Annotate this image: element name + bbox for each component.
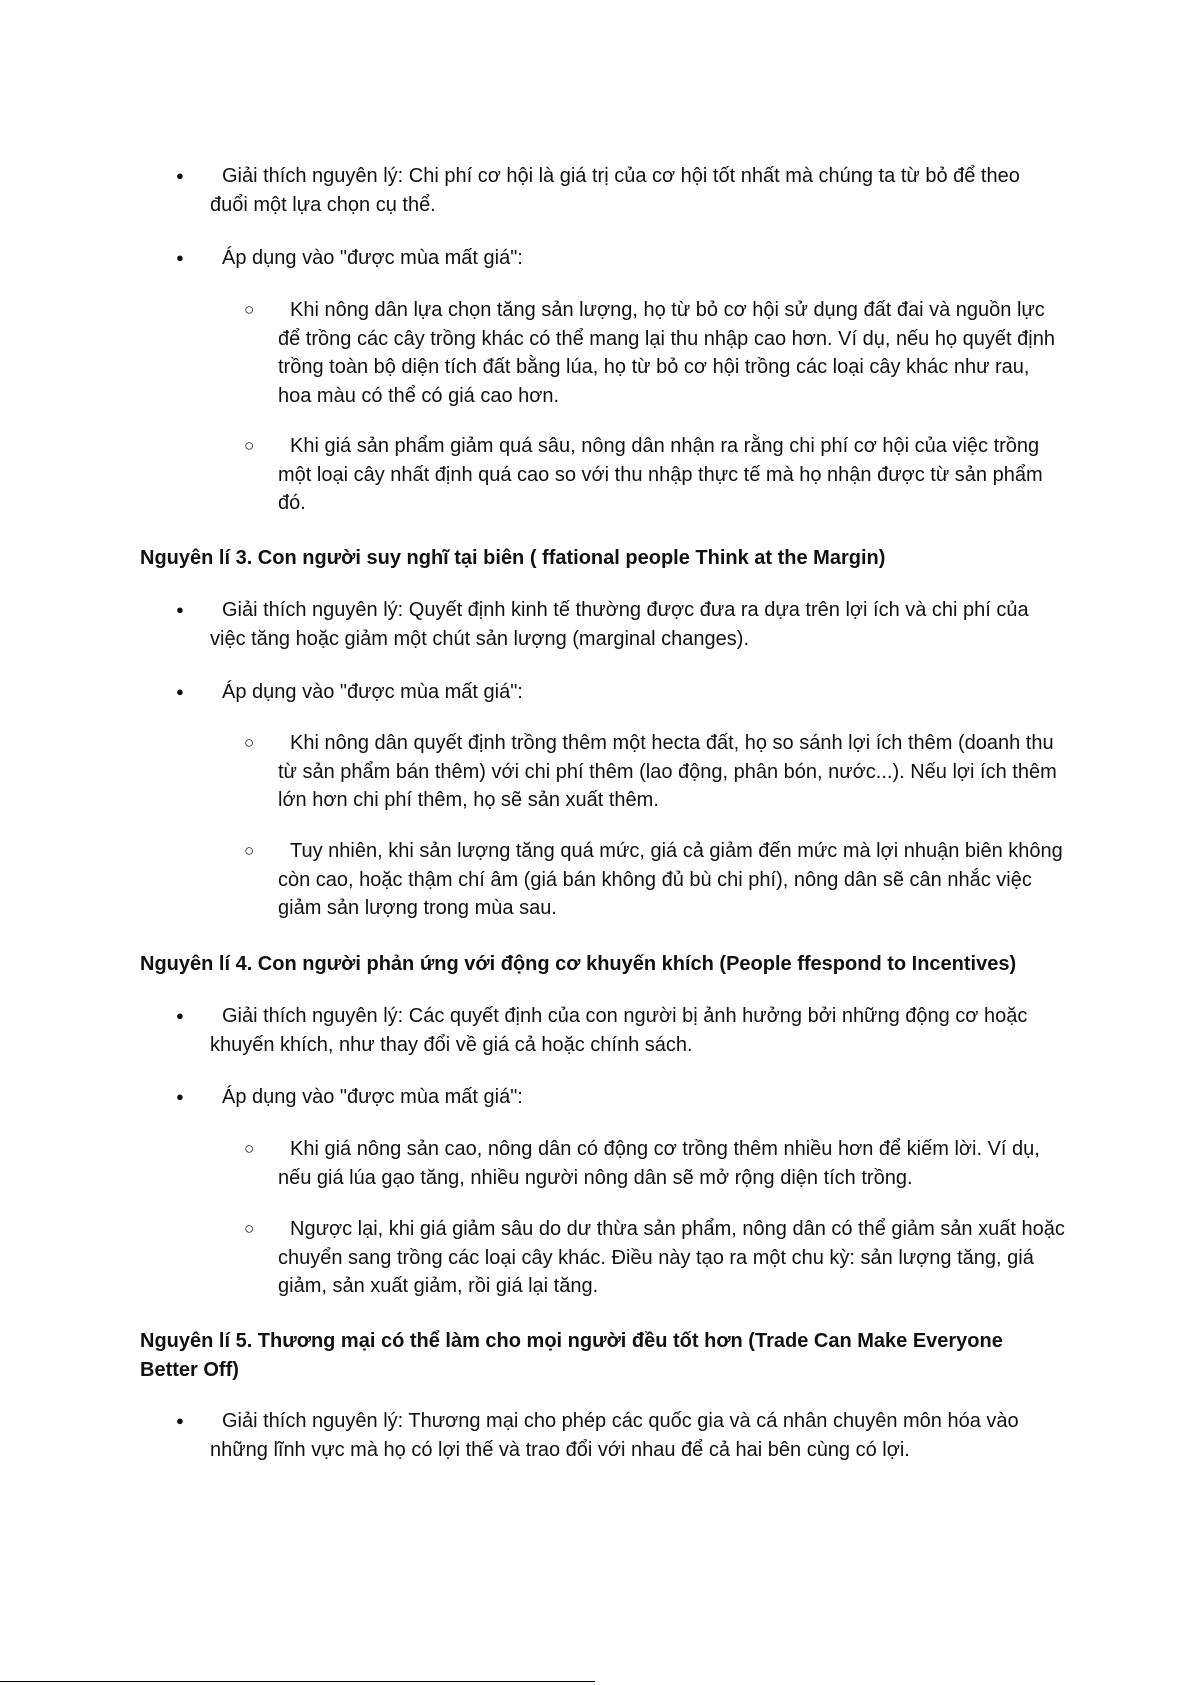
paragraph: Khi nông dân lựa chọn tăng sản lượng, họ từ bỏ cơ hội sử dụng đất đai và nguồn lực để trồng các cây trồng khác có thể mang lại thu nhập cao hơn. Ví dụ, nếu họ quyết định trồng toàn bộ diện tích đất bằng lúa, họ từ bỏ cơ hội trồng các loại cây khác như rau, hoa màu có thể có giá cao hơn. — [278, 299, 1055, 407]
bullet-filled: ● — [176, 602, 184, 617]
section-heading: Nguyên lí 5. Thương mại có thể làm cho mọi người đều tốt hơn (Trade Can Make Everyone Better Off) — [140, 1330, 1003, 1381]
bullet-hollow: ○ — [244, 1219, 255, 1238]
bullet-hollow: ○ — [244, 733, 255, 752]
bullet-hollow: ○ — [244, 1139, 255, 1158]
section-heading: Nguyên lí 4. Con người phản ứng với động cơ khuyến khích (People ffespond to Incentives) — [140, 953, 1017, 975]
bullet-filled: ● — [176, 168, 184, 183]
paragraph: Áp dụng vào "được mùa mất giá": — [222, 247, 523, 269]
bullet-filled: ● — [176, 1008, 184, 1023]
bullet-filled: ● — [176, 684, 184, 699]
bullet-hollow: ○ — [244, 841, 255, 860]
footnote-separator — [0, 1681, 595, 1682]
bullet-filled: ● — [176, 250, 184, 265]
paragraph: Khi nông dân quyết định trồng thêm một hecta đất, họ so sánh lợi ích thêm (doanh thu từ sản phẩm bán thêm) với chi phí thêm (lao động, phân bón, nước...). Nếu lợi ích thêm lớn hơn chi phí thêm, họ sẽ sản xuất thêm. — [278, 732, 1057, 811]
bullet-filled: ● — [176, 1413, 184, 1428]
paragraph: Ngược lại, khi giá giảm sâu do dư thừa sản phẩm, nông dân có thể giảm sản xuất hoặc chuyển sang trồng các loại cây khác. Điều này tạo ra một chu kỳ: sản lượng tăng, giá giảm, sản xuất giảm, rồi giá lại tăng. — [278, 1218, 1065, 1297]
bullet-hollow: ○ — [244, 300, 255, 319]
paragraph: Khi giá nông sản cao, nông dân có động cơ trồng thêm nhiều hơn để kiếm lời. Ví dụ, nếu giá lúa gạo tăng, nhiều người nông dân sẽ mở rộng diện tích trồng. — [278, 1138, 1040, 1189]
paragraph: Giải thích nguyên lý: Quyết định kinh tế thường được đưa ra dựa trên lợi ích và chi phí của việc tăng hoặc giảm một chút sản lượng (marginal changes). — [210, 599, 1029, 650]
bullet-filled: ● — [176, 1089, 184, 1104]
paragraph: Tuy nhiên, khi sản lượng tăng quá mức, giá cả giảm đến mức mà lợi nhuận biên không còn cao, hoặc thậm chí âm (giá bán không đủ bù chi phí), nông dân sẽ cân nhắc việc giảm sản lượng trong mùa sau. — [278, 840, 1063, 919]
paragraph: Giải thích nguyên lý: Chi phí cơ hội là giá trị của cơ hội tốt nhất mà chúng ta từ bỏ để theo đuổi một lựa chọn cụ thể. — [210, 165, 1020, 216]
paragraph: Giải thích nguyên lý: Thương mại cho phép các quốc gia và cá nhân chuyên môn hóa vào những lĩnh vực mà họ có lợi thế và trao đổi với nhau để cả hai bên cùng có lợi. — [210, 1410, 1019, 1461]
paragraph: Khi giá sản phẩm giảm quá sâu, nông dân nhận ra rằng chi phí cơ hội của việc trồng một loại cây nhất định quá cao so với thu nhập thực tế mà họ nhận được từ sản phẩm đó. — [278, 435, 1043, 514]
paragraph: Áp dụng vào "được mùa mất giá": — [222, 1086, 523, 1108]
bullet-hollow: ○ — [244, 436, 255, 455]
paragraph: Áp dụng vào "được mùa mất giá": — [222, 681, 523, 703]
section-heading: Nguyên lí 3. Con người suy nghĩ tại biên ( ffational people Think at the Margin) — [140, 547, 886, 569]
paragraph: Giải thích nguyên lý: Các quyết định của con người bị ảnh hưởng bởi những động cơ hoặc khuyến khích, như thay đổi về giá cả hoặc chính sách. — [210, 1005, 1028, 1056]
